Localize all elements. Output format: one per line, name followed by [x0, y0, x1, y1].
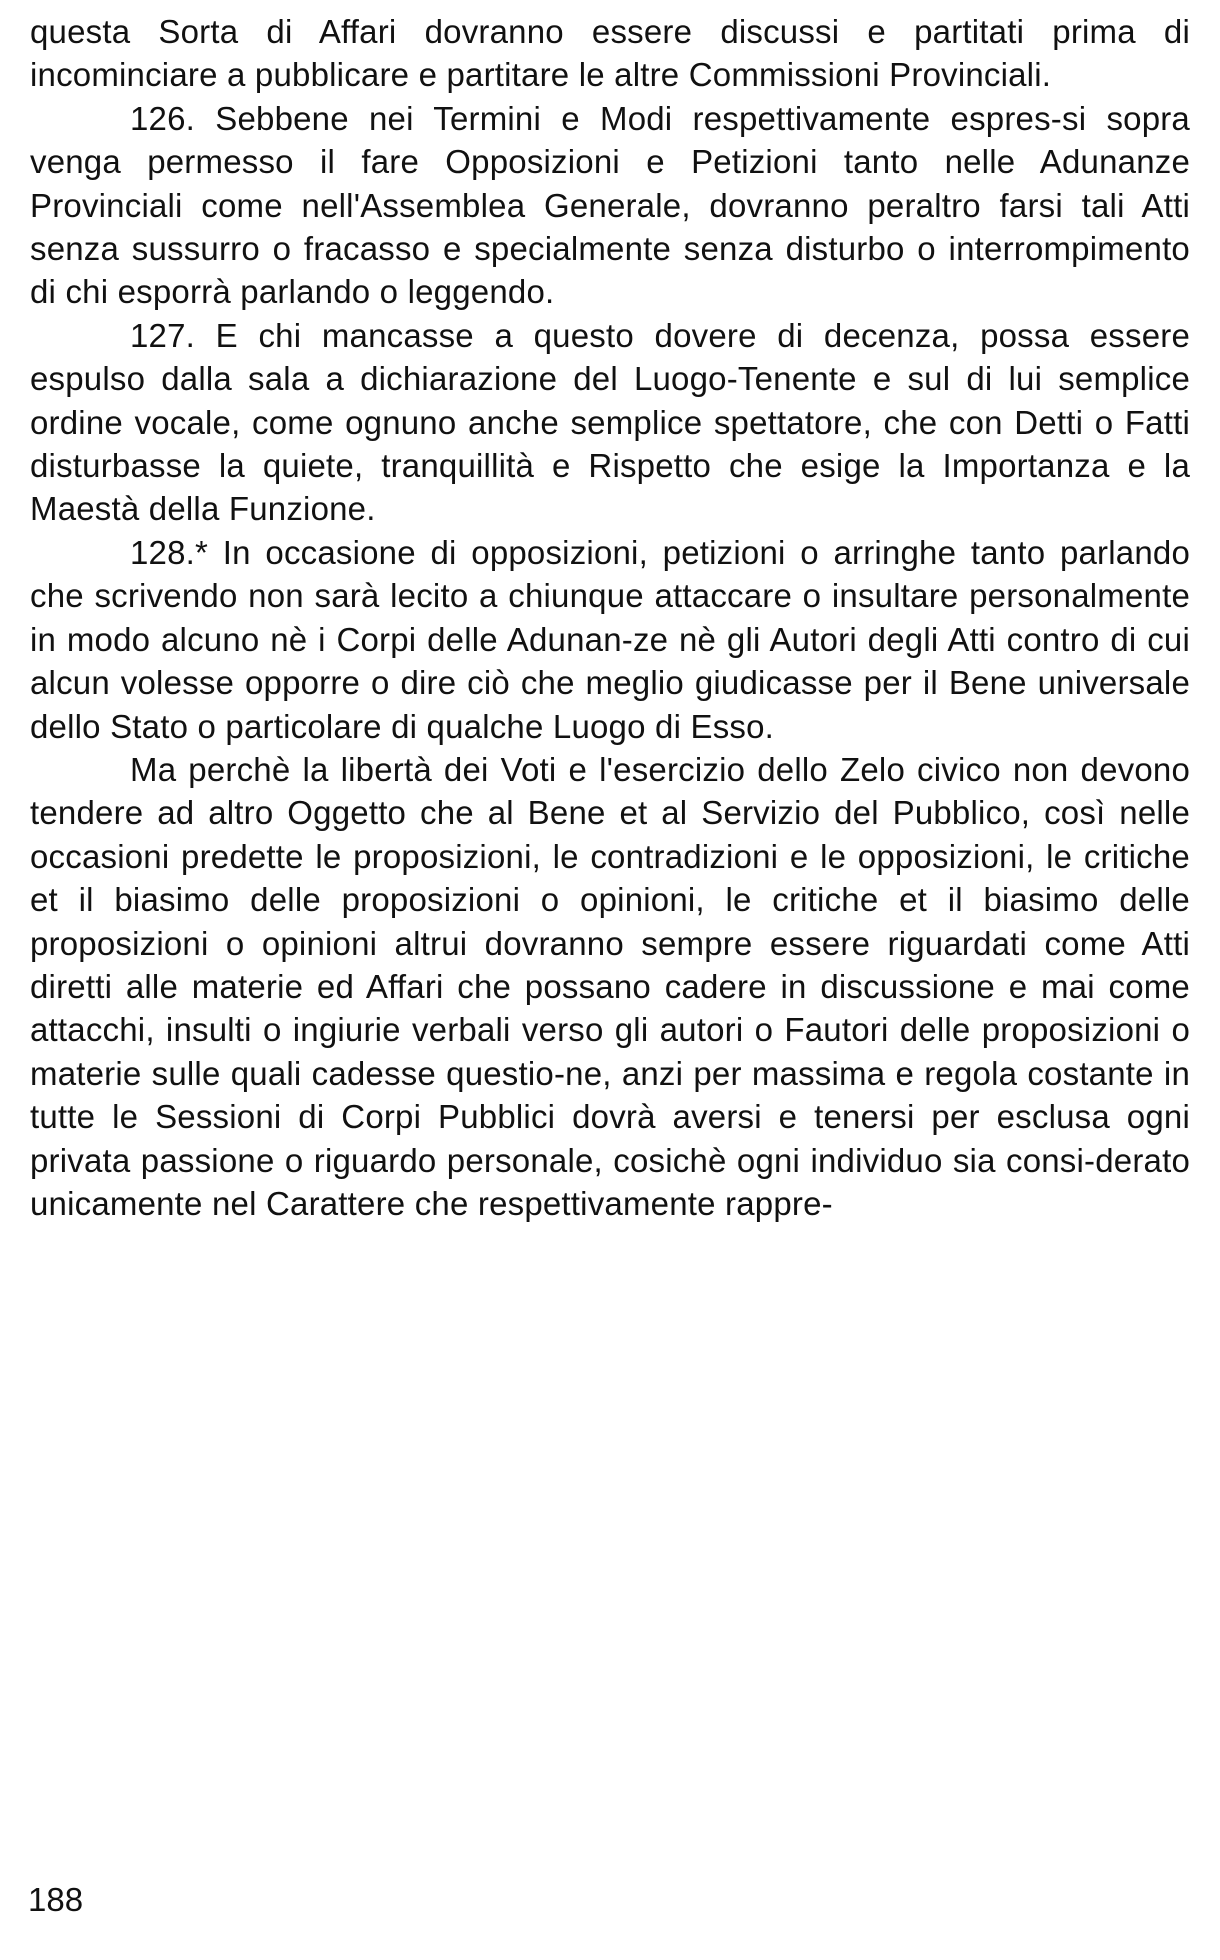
paragraph-127: 127. E chi mancasse a questo dovere di decenza, possa essere espulso dalla sala a dichiarazione del Luogo-Tenente e sul di lui semplice ordine vocale, come ognuno anche semplice spettatore, che con Detti o Fatti disturbasse la quiete, tranquillità e Rispetto che esige la Importanza e la Maestà della Funzione.: [30, 316, 1190, 528]
paragraph-ma-perche: Ma perchè la libertà dei Voti e l'esercizio dello Zelo civico non devono tendere ad altro Oggetto che al Bene et al Servizio del Pubblico, così nelle occasioni predette le proposizioni, le contradizioni e le opposizioni, le critiche et il biasimo delle proposizioni o opinioni, le critiche et il biasimo delle proposizioni o opinioni altrui dovranno sempre essere riguardati come Atti diretti alle materie ed Affari che possano cadere in discussione e mai come attacchi, insulti o ingiurie verbali verso gli autori o Fautori delle proposizioni o materie sulle quali cadesse questio-ne, anzi per massima e regola costante in tutte le Sessioni di Corpi Pubblici dovrà aversi e tenersi per esclusa ogni privata passione o riguardo personale, cosichè ogni individuo sia consi-derato unicamente nel Carattere che respettivamente rappre-: [30, 750, 1190, 1222]
paragraph-126: 126. Sebbene nei Termini e Modi respettivamente espres-si sopra venga permesso il fare Opposizioni e Petizioni tanto nelle Adunanze Provinciali come nell'Assemblea Generale, dovranno peraltro farsi tali Atti senza sussurro o fracasso e specialmente senza disturbo o interrompimento di chi esporrà parlando o leggendo.: [30, 99, 1190, 311]
body-text: [30, 10, 1190, 1225]
paragraph-continuation: questa Sorta di Affari dovranno essere discussi e partitati prima di incominciare a pubblicare e partitare le altre Commissioni Provinciali.: [30, 13, 1190, 94]
page-number: 188: [28, 1881, 84, 1918]
paragraph-128: 128.* In occasione di opposizioni, petizioni o arringhe tanto parlando che scrivendo non sarà lecito a chiunque attaccare o insultare personalmente in modo alcuno nè i Corpi delle Adunan-ze nè gli Autori degli Atti contro di cui alcun volesse opporre o dire ciò che meglio giudicasse per il Bene universale dello Stato o particolare di qualche Luogo di Esso.: [30, 533, 1190, 745]
